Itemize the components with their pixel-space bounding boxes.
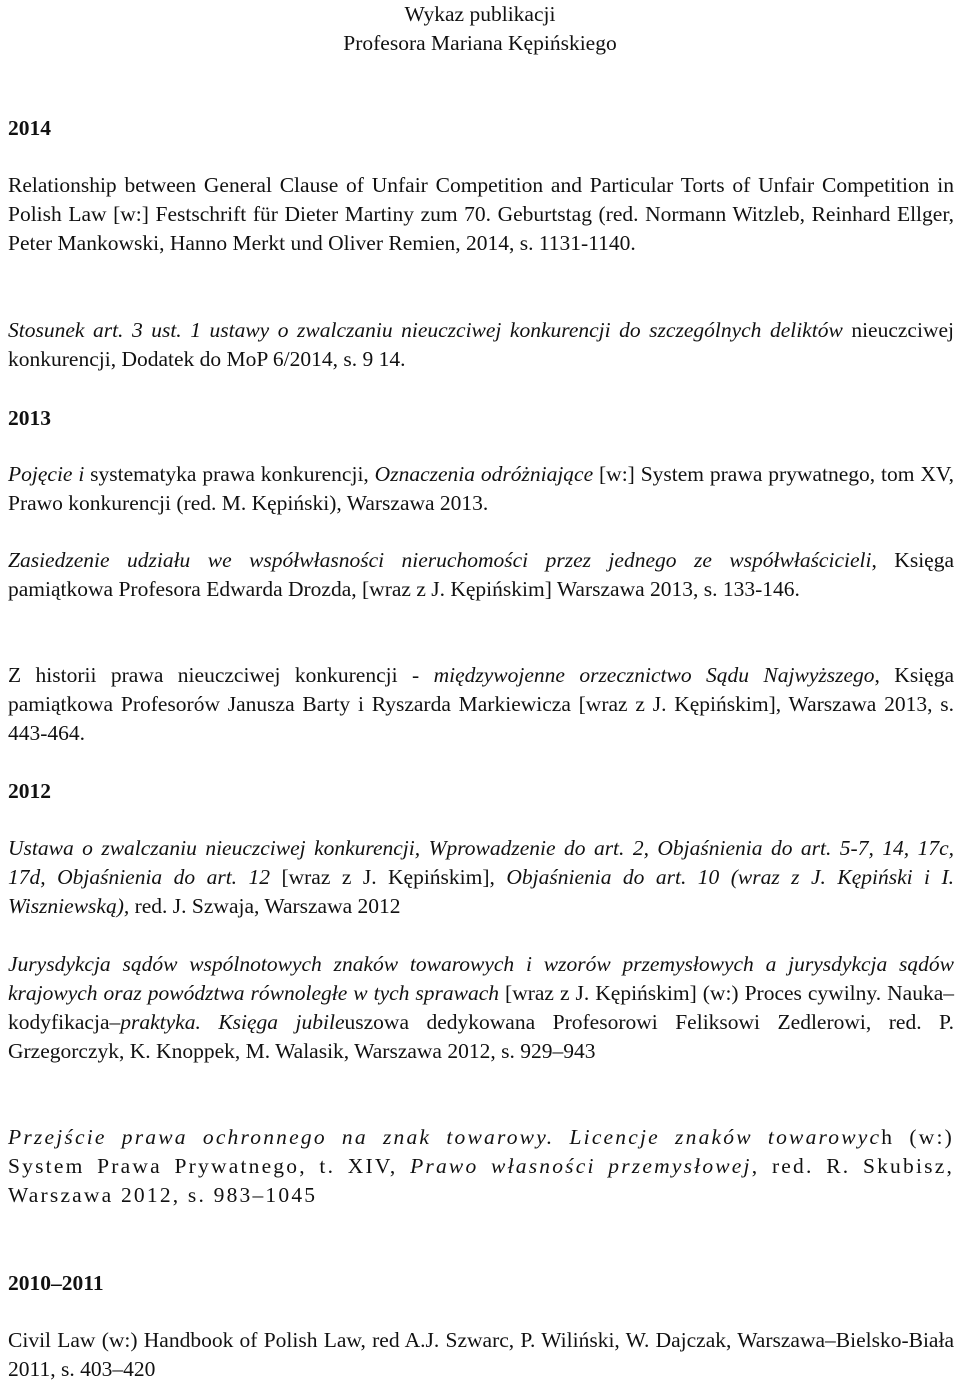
text-run: systematyka prawa konkurencji,: [84, 462, 375, 486]
publication-entry: [8, 834, 954, 921]
publication-entry: [8, 546, 954, 604]
text-run: , red. R. Skubisz, Warszawa 2012, s. 983–1045: [8, 1154, 955, 1207]
document-title-line-1: Wykaz publikacji: [404, 2, 556, 26]
text-run: Relationship between General Clause of Unfair Competition and Particular Torts of Unfair Competition in Polish Law [w:] Festschrift für Dieter Martiny zum 70. Geburtstag (red. Normann Witzleb, Reinhard Ellger, Peter Mankowski, Hanno Merkt und Oliver Remien, 2014, s. 1131-1140.: [8, 173, 954, 255]
text-run: h (w:) System Prawa Prywatnego, t. XIV,: [8, 1125, 954, 1178]
text-run: [w:] System prawa prywatnego, tom XV, Prawo konkurencji (red. M. Kępiński), Warszawa 2013.: [8, 462, 954, 515]
italic-text-run: Zasiedzenie udziału we współwłasności nieruchomości przez jednego ze współwłaścicieli: [8, 548, 872, 572]
text-run: red. J. Szwaja, Warszawa 2012: [129, 894, 401, 918]
italic-text-run: Stosunek art. 3 ust. 1 ustawy o zwalczaniu nieuczciwej konkurencji do szczególnych deliktów: [8, 318, 843, 342]
publication-entry: [8, 1123, 954, 1210]
italic-text-run: Ustawa o zwalczaniu nieuczciwej konkurencji, Wprowadzenie do art. 2, Objaśnienia do art. 5-7, 14, 17c, 17d, Objaśnienia do art. 12: [8, 836, 954, 889]
text-run: , Księga pamiątkowa Profesorów Janusza Barty i Ryszarda Markiewicza [wraz z J. Kępińskim], Warszawa 2013, s. 443-464.: [8, 663, 955, 745]
year-heading-2014: 2014: [8, 116, 51, 140]
document-title-line-2: Profesora Mariana Kępińskiego: [343, 31, 617, 55]
italic-text-run: Prawo własności przemysłowej: [410, 1154, 752, 1178]
italic-text-run: Objaśnienia do art. 10 (wraz z J. Kępiński i I. Wiszniewską),: [8, 865, 954, 918]
text-run: [wraz z J. Kępińskim],: [270, 865, 507, 889]
italic-text-run: praktyka. Księga jubile: [120, 1010, 345, 1034]
publication-entry: [8, 950, 954, 1066]
italic-text-run: Pojęcie i: [8, 462, 85, 486]
text-run: [wraz z J. Kępińskim] (w:) Proces cywilny. Nauka–kodyfikacja–: [8, 981, 954, 1034]
italic-text-run: Jurysdykcja sądów wspólnotowych znaków towarowych i wzorów przemysłowych a jurysdykcja sądów krajowych oraz powództwa równoległe w tych sprawach: [8, 952, 954, 1005]
text-run: nieuczciwej konkurencji, Dodatek do MoP 6/2014, s. 9 14.: [8, 318, 954, 371]
publication-entry: [8, 1326, 954, 1384]
italic-text-run: Oznaczenia odróżniające: [374, 462, 594, 486]
italic-text-run: międzywojenne orzecznictwo Sądu Najwyższego: [433, 663, 875, 687]
year-heading-2012: 2012: [8, 779, 51, 803]
text-run: Civil Law (w:) Handbook of Polish Law, red A.J. Szwarc, P. Wiliński, W. Dajczak, Warszawa–Bielsko-Biała 2011, s. 403–420: [8, 1328, 954, 1381]
text-run: Z historii prawa nieuczciwej konkurencji -: [8, 663, 434, 687]
text-run: uszowa dedykowana Profesorowi Feliksowi Zedlerowi, red. P. Grzegorczyk, K. Knoppek, M. Walasik, Warszawa 2012, s. 929–943: [8, 1010, 955, 1063]
publication-entry: [8, 661, 954, 748]
publication-entry: [8, 460, 954, 518]
text-run: , Księga pamiątkowa Profesora Edwarda Drozda, [wraz z J. Kępińskim] Warszawa 2013, s. 133-146.: [8, 548, 955, 601]
year-heading-2013: 2013: [8, 406, 51, 430]
publication-entry: [8, 316, 954, 374]
year-heading-2010-2011: 2010–2011: [8, 1271, 104, 1295]
publication-entry: [8, 171, 954, 258]
italic-text-run: Przejście prawa ochronnego na znak towarowy. Licencje znaków towarowyc: [8, 1125, 882, 1149]
